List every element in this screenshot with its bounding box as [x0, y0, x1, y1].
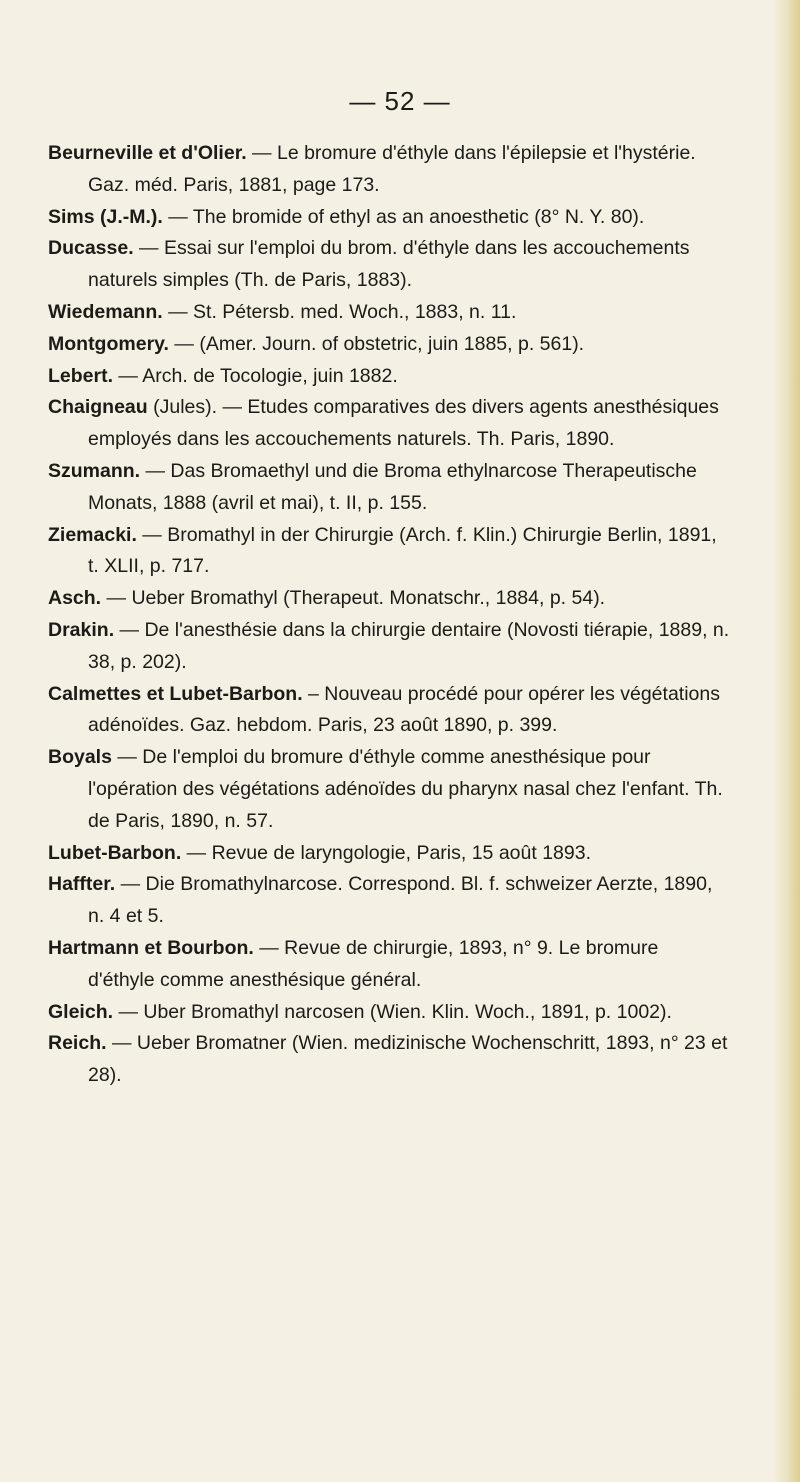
page-edge-shadow	[772, 0, 800, 1482]
bibliography-entry	[48, 997, 730, 1029]
bibliography-entry	[48, 933, 730, 997]
entry-author: Sims (J.-M.).	[48, 205, 163, 228]
entry-author: Calmettes et Lubet-Barbon.	[48, 682, 303, 705]
entry-text: — Die Bromathylnarcose. Correspond. Bl. f. schweizer Aerzte, 1890, n. 4 et 5.	[88, 873, 713, 928]
entry-text: — Revue de chirurgie, 1893, n° 9. Le bromure d'éthyle comme anesthésique général.	[88, 936, 659, 991]
entry-author: Asch.	[48, 587, 102, 610]
entry-text: — De l'anesthésie dans la chirurgie dentaire (Novosti tiérapie, 1889, n. 38, p. 202).	[88, 618, 730, 673]
entry-text: – Nouveau procédé pour opérer les végétations adénoïdes. Gaz. hebdom. Paris, 23 août 1890, p. 399.	[88, 682, 720, 737]
bibliography-entry	[48, 583, 730, 615]
entry-author: Hartmann et Bourbon.	[48, 936, 254, 959]
bibliography-entry	[48, 615, 730, 679]
bibliography-entry	[48, 233, 730, 297]
bibliography-entry	[48, 456, 730, 520]
bibliography-entry	[48, 361, 730, 393]
entry-author: Ducasse.	[48, 237, 134, 260]
bibliography-entry	[48, 520, 730, 584]
entry-text: — Das Bromaethyl und die Broma ethylnarcose Therapeutische Monats, 1888 (avril et mai), t. II, p. 155.	[88, 459, 697, 514]
entry-author: Montgomery.	[48, 332, 169, 355]
entry-author: Chaigneau	[48, 396, 148, 419]
entry-author: Gleich.	[48, 1000, 114, 1023]
entry-author: Beurneville et d'Olier.	[48, 142, 247, 164]
bibliography-entry	[48, 392, 730, 456]
entry-author: Lubet-Barbon.	[48, 841, 182, 864]
entry-author: Reich.	[48, 1032, 107, 1055]
bibliography-entry	[48, 679, 730, 743]
entry-text: — De l'emploi du bromure d'éthyle comme anesthésique pour l'opération des végétations adénoïdes du pharynx nasal chez l'enfant. Th. de Paris, 1890, n. 57.	[88, 746, 723, 832]
entry-text: — Arch. de Tocologie, juin 1882.	[113, 364, 398, 387]
entry-text: (Jules). — Etudes comparatives des divers agents anesthésiques employés dans les accouchements naturels. Th. Paris, 1890.	[88, 396, 719, 451]
entry-text: — Le bromure d'éthyle dans l'épilepsie et l'hystérie. Gaz. méd. Paris, 1881, page 173.	[88, 142, 696, 196]
entry-text: — Ueber Bromatner (Wien. medizinische Wochenschritt, 1893, n° 23 et 28).	[88, 1032, 728, 1087]
bibliography-entry	[48, 869, 730, 933]
bibliography-entry	[48, 329, 730, 361]
bibliography-entry	[48, 742, 730, 837]
entry-author: Haffter.	[48, 873, 116, 896]
bibliography-entry	[48, 138, 730, 202]
bibliography-list	[48, 138, 730, 1092]
bibliography-entry	[48, 202, 730, 234]
entry-author: Lebert.	[48, 364, 114, 387]
entry-text: — (Amer. Journ. of obstetric, juin 1885, p. 561).	[168, 332, 585, 355]
entry-author: Boyals	[48, 746, 112, 769]
entry-text: — St. Pétersb. med. Woch., 1883, n. 11.	[162, 300, 517, 323]
entry-author: Wiedemann.	[48, 300, 163, 323]
entry-author: Szumann.	[48, 459, 141, 482]
entry-text: — Uber Bromathyl narcosen (Wien. Klin. Woch., 1891, p. 1002).	[113, 1000, 672, 1023]
entry-author: Drakin.	[48, 618, 115, 641]
entry-text: — Ueber Bromathyl (Therapeut. Monatschr., 1884, p. 54).	[101, 587, 606, 610]
entry-text: — Revue de laryngologie, Paris, 15 août 1893.	[181, 841, 591, 864]
entry-author: Ziemacki.	[48, 523, 137, 546]
entry-text: — Essai sur l'emploi du brom. d'éthyle dans les accouchements naturels simples (Th. de Paris, 1883).	[88, 237, 690, 292]
page-number: — 52 —	[349, 86, 451, 116]
bibliography-entry	[48, 1028, 730, 1092]
bibliography-entry	[48, 838, 730, 870]
entry-text: — The bromide of ethyl as an anoesthetic (8° N. Y. 80).	[162, 205, 645, 228]
entry-text: — Bromathyl in der Chirurgie (Arch. f. Klin.) Chirurgie Berlin, 1891, t. XLII, p. 717.	[88, 523, 717, 578]
bibliography-entry	[48, 297, 730, 329]
